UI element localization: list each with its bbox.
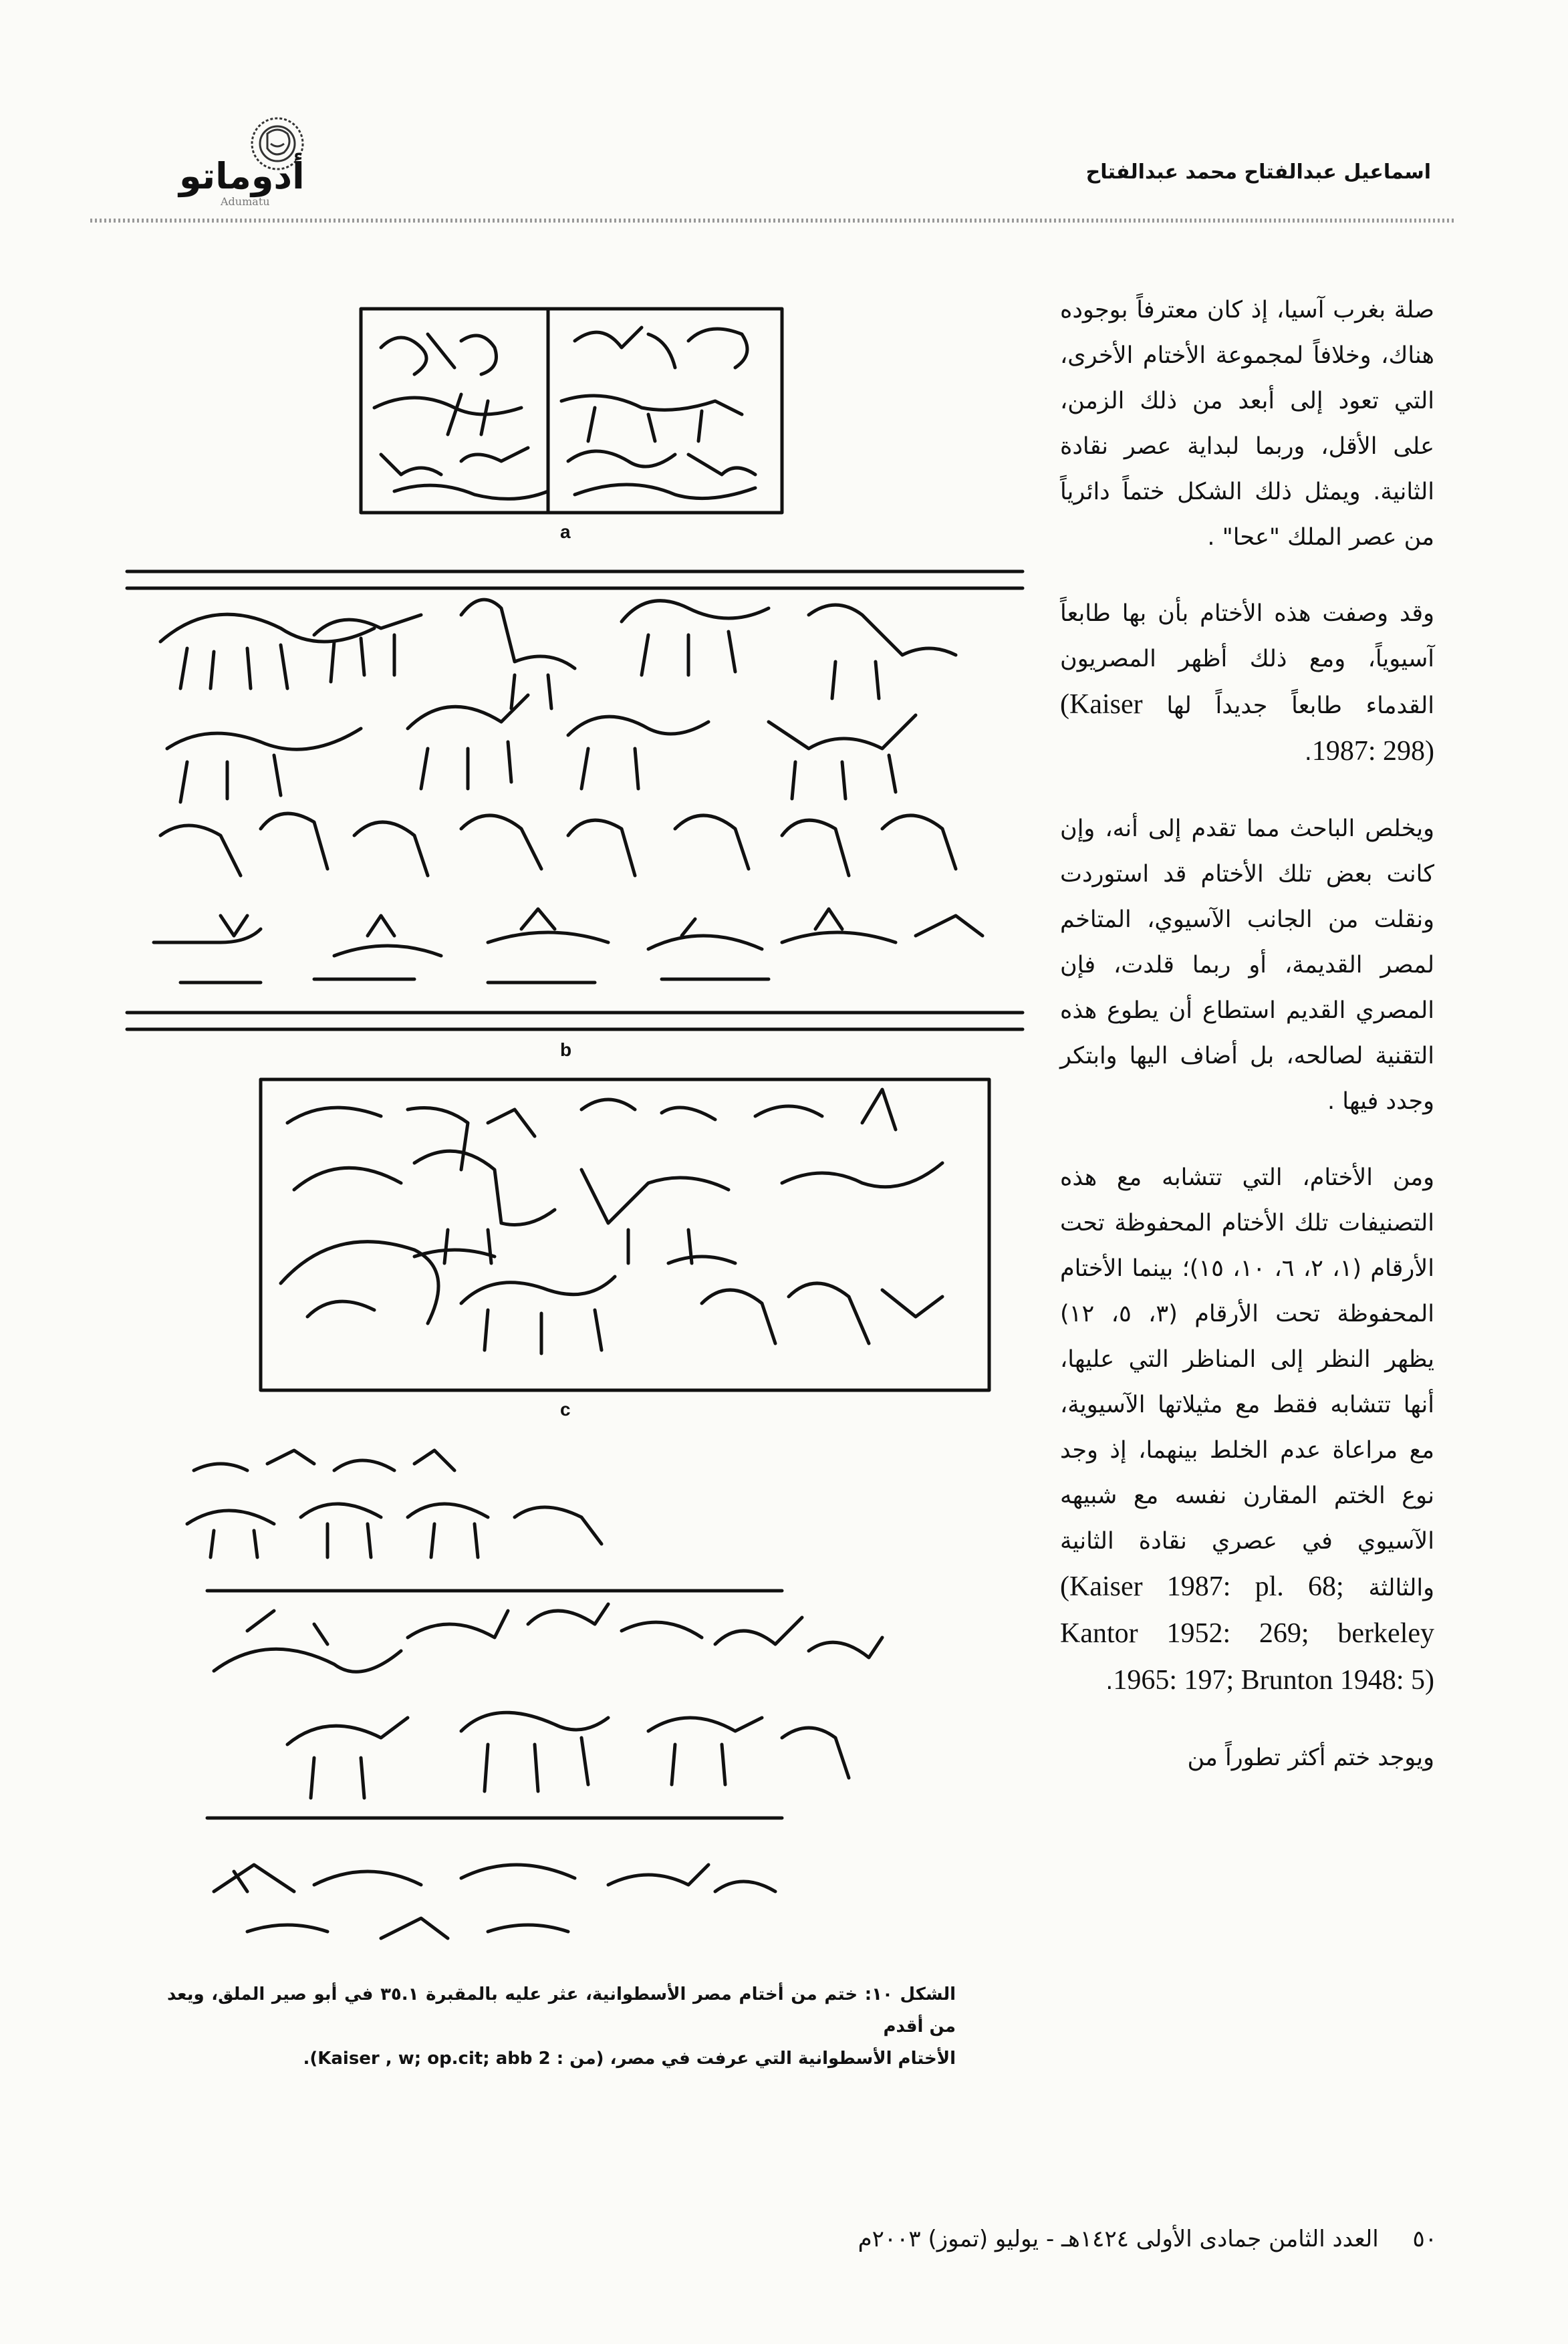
body-text-column xyxy=(1060,287,1434,1811)
seal-figure xyxy=(114,301,1029,1985)
issue-info: العدد الثامن جمادى الأولى ١٤٢٤هـ - يوليو (تموز) ٢٠٠٣م xyxy=(858,2226,1379,2252)
seal-panel-b xyxy=(127,571,1023,1029)
paragraph-2-text: وقد وصفت هذه الأختام بأن بها طابعاً آسيوياً، ومع ذلك أظهر المصريون القدماء طابعاً جديداً لها xyxy=(1060,600,1434,719)
figure-caption xyxy=(167,1978,956,2075)
figure-caption-line-1: الشكل ١٠: ختم من أختام مصر الأسطوانية، عثر عليه بالمقبرة ٣٥.١ في أبو صير الملق، ويعد من أقدم xyxy=(167,1984,956,2037)
seal-panel-c xyxy=(261,1079,989,1390)
citation-kaiser-1987: (Kaiser 1987: 298) xyxy=(1060,689,1434,767)
page-number: ٥٠ xyxy=(1412,2226,1437,2252)
panel-label-b: b xyxy=(560,1039,572,1060)
journal-logo-subtitle: Adumatu xyxy=(221,195,270,208)
figure-caption-line-2: الأختام الأسطوانية التي عرفت في مصر، (من : Kaiser , w; op.cit; abb 2). xyxy=(303,2049,956,2069)
page-footer xyxy=(802,2226,1437,2252)
header-dotted-rule xyxy=(90,215,1454,226)
seal-panel-a xyxy=(361,309,782,513)
seal-panel-d xyxy=(187,1450,882,1938)
journal-logo-text: أدوماتو xyxy=(179,155,305,197)
panel-label-a: a xyxy=(560,521,571,542)
paragraph-4-text: ومن الأختام، التي تتشابه مع هذه التصنيفات تلك الأختام المحفوظة تحت الأرقام (١، ٢، ٦، ١٠، ١٥)؛ بينما الأختام المحفوظة تحت الأرقام (٣، ٥، ١٢) يظهر النظر إلى المناظر التي عليها، أنها تتشابه فقط مع مثيلاتها الآسيوية، مع مراعاة عدم الخلط بينهما، إذ وجد نوع الختم المقارن نفسه مع شبيهه الآسيوي في عصري نقادة الثانية والثالثة xyxy=(1060,1164,1434,1601)
running-header-author: اسماعيل عبدالفتاح محمد عبدالفتاح xyxy=(1085,160,1431,184)
paragraph-3: ويخلص الباحث مما تقدم إلى أنه، وإن كانت بعض تلك الأختام قد استوردت ونقلت من الجانب الآسيوي، المتاخم لمصر القديمة، أو ربما قلدت، فإن المصري القديم استطاع أن يطوع هذه التقنية لصالحه، بل أضاف اليها وابتكر وجدد فيها . xyxy=(1060,815,1434,1115)
paragraph-5: ويوجد ختم أكثر تطوراً من xyxy=(1187,1744,1434,1771)
panel-label-c: c xyxy=(560,1399,571,1420)
paragraph-4: ومن الأختام، التي تتشابه مع هذه التصنيفات تلك الأختام المحفوظة تحت الأرقام (١، ٢، ٦، ١٠، ١٥)؛ بينما الأختام المحفوظة تحت الأرقام (٣، ٥، ١٢) يظهر النظر إلى المناظر التي عليها، أنها تتشابه فقط مع مثيلاتها الآسيوية، مع مراعاة عدم الخلط بينهما، إذ وجد نوع الختم المقارن نفسه مع شبيهه الآسيوي في عصري نقادة الثانية والثالثة (Kaiser 1987: pl. 68; Kantor 1952: 269; berkeley 1965: 197; Brunton 1948: 5). xyxy=(1060,1164,1434,1696)
paragraph-1: صلة بغرب آسيا، إذ كان معترفاً بوجوده هناك، وخلافاً لمجموعة الأختام الأخرى، التي تعود إلى أبعد من ذلك الزمن، على الأقل، وربما لبداية عصر نقادة الثانية. ويمثل ذلك الشكل ختماً دائرياً من عصر الملك "عحا" . xyxy=(1060,297,1434,551)
paragraph-2: وقد وصفت هذه الأختام بأن بها طابعاً آسيوياً، ومع ذلك أظهر المصريون القدماء طابعاً جديداً لها (Kaiser 1987: 298). xyxy=(1060,600,1434,767)
citation-multiple: (Kaiser 1987: pl. 68; Kantor 1952: 269; berkeley 1965: 197; Brunton 1948: 5) xyxy=(1060,1571,1434,1696)
